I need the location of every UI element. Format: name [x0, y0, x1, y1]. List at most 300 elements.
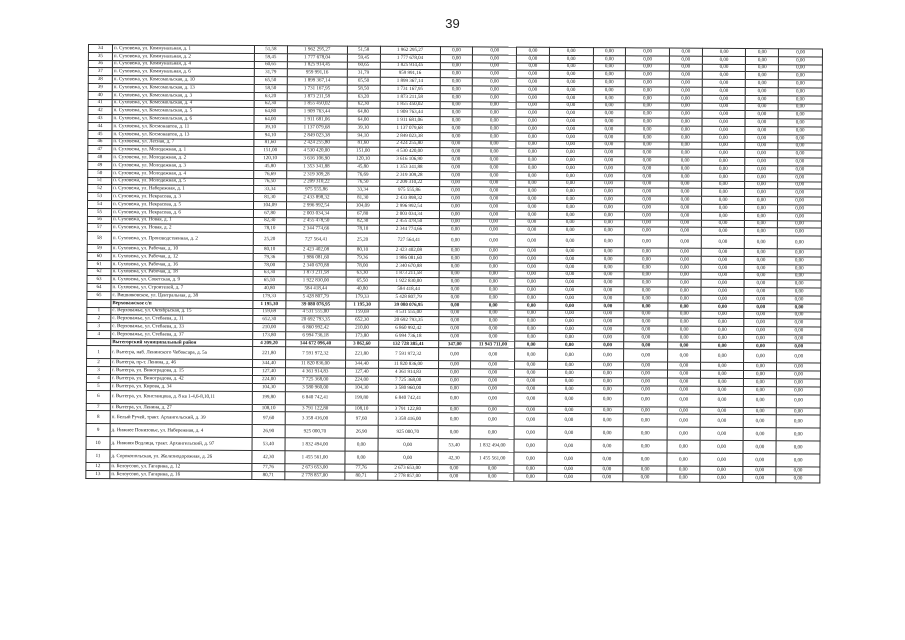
- value-cell: 0,00: [439, 234, 472, 247]
- value-cell: 0,00: [440, 109, 473, 117]
- total-cost-cell: 39 080 076,95: [286, 300, 346, 308]
- total-area-cell: 151,00: [254, 147, 287, 155]
- value-cell: 0,00: [701, 181, 745, 189]
- row-number-cell: 9: [86, 424, 110, 437]
- value-cell: 0,00: [777, 264, 821, 272]
- total-cost-cell: 975 555,86: [286, 186, 346, 194]
- value-cell: 0,00: [669, 87, 702, 95]
- value-cell: 0,00: [700, 394, 744, 407]
- total-cost-cell: 584 418,44: [286, 285, 346, 293]
- stage1-cost-cell: 1 731 167,95: [380, 85, 440, 93]
- value-cell: 0,00: [667, 378, 700, 386]
- stage1-cost-cell: 1 825 914,45: [380, 62, 440, 70]
- stage1-cost-cell: 2 423 402,08: [379, 246, 439, 254]
- value-cell: 0,00: [439, 247, 472, 255]
- stage1-area-cell: 652,30: [346, 316, 379, 324]
- stage1-area-cell: 0,00: [345, 439, 378, 452]
- value-cell: 0,00: [592, 235, 625, 248]
- row-number-cell: 2: [87, 315, 111, 323]
- value-cell: 0,00: [746, 56, 779, 64]
- stage1-cost-cell: 2 319 309,28: [379, 171, 439, 179]
- value-cell: 0,00: [438, 309, 471, 317]
- value-cell: 0,00: [549, 94, 593, 102]
- row-number-cell: 59: [87, 245, 111, 253]
- value-cell: 0,00: [777, 236, 821, 249]
- total-area-cell: 224,00: [252, 376, 285, 384]
- value-cell: 0,00: [745, 256, 778, 264]
- value-cell: 0,00: [514, 427, 547, 440]
- page-number: 39: [445, 16, 460, 31]
- total-cost-cell: 1 986 081,60: [286, 254, 346, 262]
- stage1-area-cell: 127,40: [345, 368, 378, 376]
- value-cell: 0,00: [473, 70, 517, 78]
- value-cell: 0,00: [701, 303, 745, 311]
- value-cell: 0,00: [624, 386, 668, 394]
- stage1-area-cell: 76,50: [346, 179, 379, 187]
- stage1-cost-cell: 3 358 416,00: [378, 413, 438, 426]
- value-cell: 0,00: [440, 62, 473, 70]
- value-cell: 0,00: [591, 302, 624, 310]
- total-cost-cell: 11 820 836,00: [285, 360, 345, 368]
- value-cell: 0,00: [592, 157, 625, 165]
- total-area-cell: 94,10: [254, 131, 287, 139]
- value-cell: 0,00: [440, 93, 473, 101]
- value-cell: 0,00: [548, 271, 592, 279]
- total-cost-cell: 3 616 106,90: [287, 155, 347, 163]
- value-cell: 0,00: [547, 393, 591, 406]
- stage1-area-cell: 80,71: [345, 472, 378, 480]
- value-cell: 0,00: [549, 110, 593, 118]
- value-cell: 0,00: [624, 326, 668, 334]
- total-cost-cell: 1 777 678,04: [287, 54, 347, 62]
- value-cell: 0,00: [702, 72, 746, 80]
- total-cost-cell: 1 825 914,45: [287, 61, 347, 69]
- value-cell: 0,00: [668, 279, 701, 287]
- value-cell: 0,00: [548, 279, 592, 287]
- value-cell: 0,00: [624, 334, 668, 342]
- value-cell: 0,00: [439, 301, 472, 309]
- stage1-area-cell: 79,36: [346, 254, 379, 262]
- address-cell: п. Суховежа, ул. Рабочая, д. 12: [111, 253, 253, 262]
- value-cell: 0,00: [777, 371, 821, 379]
- stage1-cost-cell: 2 673 653,00: [377, 465, 437, 473]
- value-cell: 0,00: [439, 270, 472, 278]
- row-number-cell: 35: [88, 52, 112, 60]
- value-cell: 0,00: [623, 440, 667, 453]
- row-number-cell: 57: [87, 224, 111, 232]
- value-cell: 0,00: [700, 475, 744, 483]
- value-cell: 0,00: [549, 125, 593, 133]
- value-cell: 0,00: [438, 385, 471, 393]
- value-cell: 0,00: [745, 126, 778, 134]
- value-cell: 0,00: [516, 86, 549, 94]
- value-cell: 0,00: [514, 406, 547, 414]
- value-cell: 0,00: [548, 247, 592, 255]
- address-cell: п. Суховежа, ул. Набережная, д. 1: [112, 185, 254, 194]
- value-cell: 0,00: [776, 428, 820, 441]
- total-area-cell: 78,00: [253, 261, 286, 269]
- value-cell: 11 943 711,00: [471, 341, 515, 349]
- value-cell: 0,00: [472, 179, 516, 187]
- value-cell: 0,00: [593, 118, 626, 126]
- value-cell: 0,00: [515, 294, 548, 302]
- total-cost-cell: 2 003 034,34: [286, 209, 346, 217]
- value-cell: 0,00: [514, 440, 547, 453]
- value-cell: 0,00: [777, 319, 821, 327]
- value-cell: 0,00: [515, 278, 548, 286]
- address-cell: п. Суховежа, ул. Некрасова, д. 3: [112, 193, 254, 202]
- stage1-area-cell: 31,79: [347, 69, 380, 77]
- document-table-wrapper: [85, 44, 823, 484]
- value-cell: 0,00: [472, 133, 516, 141]
- stage1-cost-cell: 4 361 914,83: [378, 369, 438, 377]
- table-body: [86, 45, 823, 484]
- value-cell: 0,00: [514, 453, 547, 466]
- value-cell: 0,00: [667, 454, 700, 467]
- row-number-cell: 34: [88, 45, 112, 53]
- value-cell: 0,00: [548, 234, 592, 247]
- stage1-area-cell: 45,80: [347, 163, 380, 171]
- address-cell: г. Вытегра, ул. Констанцова, д. 8 кв 1-4,6-8,10,11: [110, 390, 252, 404]
- total-area-cell: 31,79: [254, 69, 287, 77]
- stage1-area-cell: 159,69: [346, 309, 379, 317]
- value-cell: 0,00: [440, 101, 473, 109]
- total-area-cell: 25,20: [253, 233, 286, 246]
- value-cell: 0,00: [776, 407, 820, 415]
- value-cell: 0,00: [547, 474, 591, 482]
- value-cell: 0,00: [471, 325, 515, 333]
- value-cell: 0,00: [701, 212, 745, 220]
- value-cell: 0,00: [515, 247, 548, 255]
- stage1-area-cell: 63,30: [346, 270, 379, 278]
- address-cell: с. Верховажье, ул. Октябрьская, д. 15: [111, 307, 253, 316]
- total-cost-cell: 2 209 310,22: [286, 178, 346, 186]
- total-area-cell: 81,60: [254, 139, 287, 147]
- value-cell: 0,00: [440, 132, 473, 140]
- value-cell: 0,00: [625, 110, 669, 118]
- value-cell: 0,00: [700, 441, 744, 454]
- value-cell: 0,00: [591, 333, 624, 341]
- value-cell: 0,00: [667, 415, 700, 428]
- value-cell: 0,00: [777, 311, 821, 319]
- value-cell: 0,00: [593, 48, 626, 56]
- value-cell: 0,00: [745, 220, 778, 228]
- value-cell: 0,00: [591, 393, 624, 406]
- address-cell: п. Суховежа, ул. Лесная, д. 7: [112, 138, 254, 147]
- value-cell: 0,00: [744, 379, 777, 387]
- address-cell: п. Суховежа, ул. Молодежная, д. 4: [112, 169, 254, 178]
- address-cell: п. Суховежа, ул. Комсомольская, д. 5: [112, 107, 254, 116]
- address-cell: п. Суховежа, ул. Молодежная, д. 5: [112, 177, 254, 186]
- value-cell: 0,00: [549, 71, 593, 79]
- value-cell: 0,00: [778, 220, 822, 228]
- address-cell: п. Суховежа, ул. Новая, д. 2: [111, 224, 253, 233]
- total-cost-cell: 4 530 420,00: [287, 147, 347, 155]
- value-cell: 0,00: [624, 264, 668, 272]
- stage1-area-cell: 62,30: [347, 101, 380, 109]
- value-cell: 0,00: [623, 453, 667, 466]
- value-cell: 0,00: [472, 247, 516, 255]
- row-number-cell: 1: [87, 307, 111, 315]
- value-cell: 0,00: [701, 228, 745, 236]
- stage1-cost-cell: 1 873 211,58: [380, 93, 440, 101]
- value-cell: 0,00: [515, 286, 548, 294]
- value-cell: 0,00: [549, 180, 593, 188]
- value-cell: 0,00: [439, 156, 472, 164]
- value-cell: 0,00: [547, 370, 591, 378]
- value-cell: 0,00: [548, 318, 592, 326]
- value-cell: 0,00: [625, 95, 669, 103]
- total-cost-cell: 1 855 450,02: [287, 100, 347, 108]
- value-cell: 0,00: [702, 134, 746, 142]
- row-number-cell: 10: [86, 437, 110, 450]
- value-cell: 0,00: [779, 72, 823, 80]
- value-cell: 0,00: [516, 141, 549, 149]
- value-cell: 0,00: [515, 317, 548, 325]
- value-cell: 0,00: [438, 369, 471, 377]
- stage1-area-cell: 78,00: [346, 262, 379, 270]
- address-cell: п. Суховежа, ул. Новая, д. 1: [111, 216, 253, 225]
- value-cell: 0,00: [592, 219, 625, 227]
- value-cell: 0,00: [472, 187, 516, 195]
- stage1-cost-cell: 925 000,70: [378, 426, 438, 439]
- value-cell: 0,00: [745, 181, 778, 189]
- row-number-cell: 49: [88, 161, 112, 169]
- value-cell: 0,00: [668, 303, 701, 311]
- row-number-cell: 12: [86, 463, 110, 471]
- value-cell: 0,00: [515, 341, 548, 349]
- total-area-cell: 173,80: [253, 331, 286, 339]
- value-cell: 0,00: [778, 181, 822, 189]
- value-cell: 0,00: [777, 303, 821, 311]
- value-cell: 0,00: [472, 195, 516, 203]
- value-cell: 0,00: [626, 71, 670, 79]
- value-cell: 0,00: [438, 333, 471, 341]
- value-cell: 0,00: [592, 287, 625, 295]
- value-cell: 0,00: [778, 134, 822, 142]
- total-area-cell: 344,40: [253, 360, 286, 368]
- total-cost-cell: 2 849 023,38: [287, 131, 347, 139]
- stage1-cost-cell: 1 855 450,02: [380, 101, 440, 109]
- total-area-cell: 65,50: [254, 77, 287, 85]
- stage1-cost-cell: 584 418,44: [379, 285, 439, 293]
- total-area-cell: 51,58: [254, 46, 287, 54]
- value-cell: 0,00: [701, 173, 745, 181]
- value-cell: 0,00: [745, 158, 778, 166]
- value-cell: 0,00: [669, 118, 702, 126]
- address-cell: п. Суховежа, ул. Некрасова, д. 6: [111, 208, 253, 217]
- stage1-area-cell: 199,80: [345, 392, 378, 405]
- value-cell: 0,00: [668, 334, 701, 342]
- stage1-area-cell: 210,00: [346, 324, 379, 332]
- value-cell: 0,00: [472, 234, 516, 247]
- value-cell: 0,00: [440, 140, 473, 148]
- value-cell: 0,00: [472, 218, 516, 226]
- value-cell: 0,00: [516, 133, 549, 141]
- value-cell: 0,00: [472, 226, 516, 234]
- value-cell: 0,00: [669, 110, 702, 118]
- row-number-cell: 5: [86, 382, 110, 390]
- stage1-cost-cell: 2 849 023,38: [380, 132, 440, 140]
- value-cell: 0,00: [702, 87, 746, 95]
- stage1-area-cell: 76,69: [347, 171, 380, 179]
- stage1-cost-cell: 0,00: [378, 439, 438, 452]
- address-cell: п. Суховежа, ул. Коммунальная, д. 1: [112, 45, 254, 54]
- stage1-area-cell: 26,90: [345, 426, 378, 439]
- total-cost-cell: 4 531 555,00: [286, 308, 346, 316]
- value-cell: 0,00: [592, 211, 625, 219]
- value-cell: 0,00: [548, 255, 592, 263]
- value-cell: 0,00: [591, 310, 624, 318]
- total-area-cell: 104,30: [252, 383, 285, 391]
- row-number-cell: 8: [86, 411, 110, 424]
- value-cell: 0,00: [778, 228, 822, 236]
- value-cell: 0,00: [624, 295, 668, 303]
- value-cell: 0,00: [438, 348, 471, 361]
- row-number-cell: 42: [88, 107, 112, 115]
- value-cell: 0,00: [515, 271, 548, 279]
- value-cell: 0,00: [514, 414, 547, 427]
- value-cell: 0,00: [778, 119, 822, 127]
- value-cell: 0,00: [745, 189, 778, 197]
- value-cell: 0,00: [743, 467, 776, 475]
- value-cell: 0,00: [470, 465, 514, 473]
- value-cell: 0,00: [548, 286, 592, 294]
- address-cell: п. Суховежа, ул. Строителей, д. 7: [111, 284, 253, 293]
- value-cell: 0,00: [745, 236, 778, 249]
- value-cell: 0,00: [777, 288, 821, 296]
- value-cell: 0,00: [700, 467, 744, 475]
- row-number-cell: 65: [87, 291, 111, 299]
- value-cell: 0,00: [669, 157, 702, 165]
- total-area-cell: 80,71: [252, 472, 285, 480]
- total-area-cell: 42,30: [252, 451, 285, 464]
- stage1-cost-cell: 3 580 960,00: [378, 384, 438, 392]
- value-cell: 0,00: [744, 288, 777, 296]
- value-cell: 0,00: [668, 326, 701, 334]
- value-cell: 0,00: [745, 150, 778, 158]
- value-cell: 0,00: [516, 117, 549, 125]
- total-cost-cell: 1 137 079,68: [287, 124, 347, 132]
- stage1-cost-cell: 1 962 295,27: [380, 46, 440, 54]
- value-cell: 0,00: [746, 95, 779, 103]
- value-cell: 0,00: [547, 440, 591, 453]
- value-cell: 0,00: [625, 126, 669, 134]
- value-cell: 0,00: [777, 327, 821, 335]
- value-cell: 0,00: [471, 369, 515, 377]
- address-cell: п. Суховежа, ул. Коммунальная, д. 4: [112, 60, 254, 69]
- value-cell: 0,00: [592, 248, 625, 256]
- value-cell: 0,00: [548, 294, 592, 302]
- value-cell: 0,00: [777, 394, 821, 407]
- value-cell: 0,00: [700, 428, 744, 441]
- value-cell: 0,00: [746, 64, 779, 72]
- value-cell: 0,00: [778, 150, 822, 158]
- value-cell: 0,00: [549, 86, 593, 94]
- total-area-cell: 120,10: [254, 155, 287, 163]
- stage1-cost-cell: 1 353 341,88: [379, 163, 439, 171]
- value-cell: 0,00: [778, 127, 822, 135]
- value-cell: 0,00: [547, 414, 591, 427]
- total-area-cell: 652,30: [253, 316, 286, 324]
- value-cell: 0,00: [744, 428, 777, 441]
- value-cell: 0,00: [592, 133, 625, 141]
- row-number-cell: 50: [88, 169, 112, 177]
- value-cell: 0,00: [549, 172, 593, 180]
- value-cell: 0,00: [744, 295, 777, 303]
- value-cell: 0,00: [745, 173, 778, 181]
- value-cell: 0,00: [515, 310, 548, 318]
- value-cell: 0,00: [438, 361, 471, 369]
- value-cell: 0,00: [700, 371, 744, 379]
- value-cell: 0,00: [669, 165, 702, 173]
- stage1-area-cell: 82,30: [346, 218, 379, 226]
- address-cell: д. Сорокопольская, ул. Железнодорожная, д. 26: [110, 450, 252, 464]
- row-number-cell: 1: [87, 346, 111, 359]
- total-area-cell: 127,40: [252, 368, 285, 376]
- value-cell: 0,00: [591, 406, 624, 414]
- value-cell: 0,00: [625, 157, 669, 165]
- address-cell: г. Вытегра, ул. Ленина, д. 27: [110, 403, 252, 412]
- address-cell: п. Суховежа, ул. Комсомольская, д. 6: [112, 115, 254, 124]
- address-cell: Вытегорский муниципальный район: [111, 338, 253, 347]
- value-cell: 0,00: [668, 248, 701, 256]
- value-cell: 0,00: [591, 362, 624, 370]
- total-area-cell: 63,30: [253, 269, 286, 277]
- total-cost-cell: 2 996 992,54: [286, 202, 346, 210]
- value-cell: 0,00: [591, 341, 624, 349]
- value-cell: 0,00: [471, 302, 515, 310]
- value-cell: 0,00: [745, 119, 778, 127]
- value-cell: 0,00: [668, 311, 701, 319]
- value-cell: 0,00: [626, 87, 670, 95]
- value-cell: 0,00: [549, 102, 593, 110]
- value-cell: 0,00: [591, 427, 624, 440]
- total-area-cell: 108,10: [252, 404, 285, 412]
- total-cost-cell: 1 832 494,00: [285, 438, 345, 451]
- value-cell: 0,00: [516, 78, 549, 86]
- address-cell: г. Вытегра, пр-т. Ленина, д. 46: [111, 359, 253, 368]
- value-cell: 0,00: [547, 453, 591, 466]
- value-cell: 0,00: [592, 227, 625, 235]
- value-cell: 0,00: [471, 309, 515, 317]
- value-cell: 0,00: [547, 427, 591, 440]
- value-cell: 0,00: [623, 427, 667, 440]
- value-cell: 0,00: [549, 141, 593, 149]
- total-cost-cell: 144 672 096,40: [285, 339, 345, 347]
- stage1-area-cell: 77,76: [345, 465, 378, 473]
- housing-repair-table: [85, 44, 823, 484]
- address-cell: п. Суховежа, ул. Коммунальная, д. 6: [112, 68, 254, 77]
- total-cost-cell: 1 731 167,95: [287, 85, 347, 93]
- address-cell: п. Суховежа, ул. Комсомольская, д. 4: [112, 99, 254, 108]
- value-cell: 0,00: [746, 72, 779, 80]
- address-cell: д. Нижнее Понизовье, ул. Набережная, д. 4: [110, 424, 252, 438]
- value-cell: 0,00: [702, 64, 746, 72]
- value-cell: 0,00: [623, 474, 667, 482]
- total-cost-cell: 1 455 561,00: [285, 451, 345, 464]
- total-area-cell: 82,30: [253, 217, 286, 225]
- value-cell: 0,00: [700, 350, 744, 363]
- value-cell: 0,00: [701, 196, 745, 204]
- value-cell: 0,00: [593, 63, 626, 71]
- total-cost-cell: 2 340 670,88: [286, 261, 346, 269]
- stage1-area-cell: 81,30: [346, 194, 379, 202]
- address-cell: п. Суховежа, ул. Космонавтов, д. 13: [112, 130, 254, 139]
- value-cell: 0,00: [591, 370, 624, 378]
- stage1-area-cell: 94,10: [347, 132, 380, 140]
- value-cell: 0,00: [669, 149, 702, 157]
